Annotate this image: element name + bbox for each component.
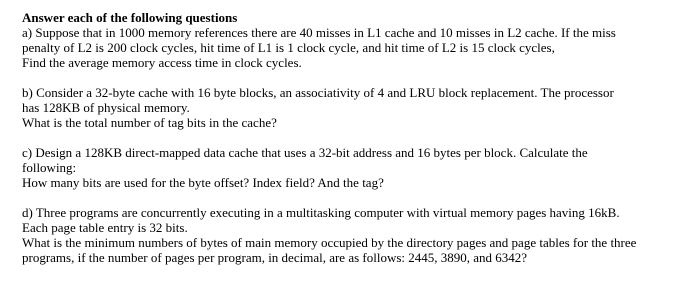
paragraph-gap: [22, 70, 682, 85]
question-a-line-1: a) Suppose that in 1000 memory references there are 40 misses in L1 cache and 10 misses in L2 cache. If the miss: [22, 25, 616, 40]
question-a: [22, 25, 682, 70]
question-d-line-4: programs, if the number of pages per program, in decimal, are as follows: 2445, 3890, and 6342?: [22, 250, 528, 265]
question-d-line-2: Each page table entry is 32 bits.: [22, 220, 188, 235]
question-a-line-3: Find the average memory access time in clock cycles.: [22, 55, 302, 70]
question-d-line-3: What is the minimum numbers of bytes of main memory occupied by the directory pages and page tables for the three: [22, 235, 637, 250]
question-b-line-2: has 128KB of physical memory.: [22, 100, 190, 115]
question-a-line-2: penalty of L2 is 200 clock cycles, hit time of L1 is 1 clock cycle, and hit time of L2 is 15 clock cycles,: [22, 40, 555, 55]
document-heading: Answer each of the following questions: [22, 10, 238, 25]
question-c-line-2: following:: [22, 160, 77, 175]
question-c-line-3: How many bits are used for the byte offset? Index field? And the tag?: [22, 175, 384, 190]
question-b-line-3: What is the total number of tag bits in the cache?: [22, 115, 277, 130]
question-c-line-1: c) Design a 128KB direct-mapped data cache that uses a 32-bit address and 16 bytes per block. Calculate the: [22, 145, 588, 160]
question-d: [22, 205, 682, 265]
question-c: [22, 145, 682, 190]
question-b: [22, 85, 682, 130]
question-b-line-1: b) Consider a 32-byte cache with 16 byte blocks, an associativity of 4 and LRU block replacement. The processor: [22, 85, 614, 100]
question-d-line-1: d) Three programs are concurrently executing in a multitasking computer with virtual memory pages having 16kB.: [22, 205, 620, 220]
paragraph-gap: [22, 190, 682, 205]
questions-document: [22, 10, 682, 265]
paragraph-gap: [22, 130, 682, 145]
